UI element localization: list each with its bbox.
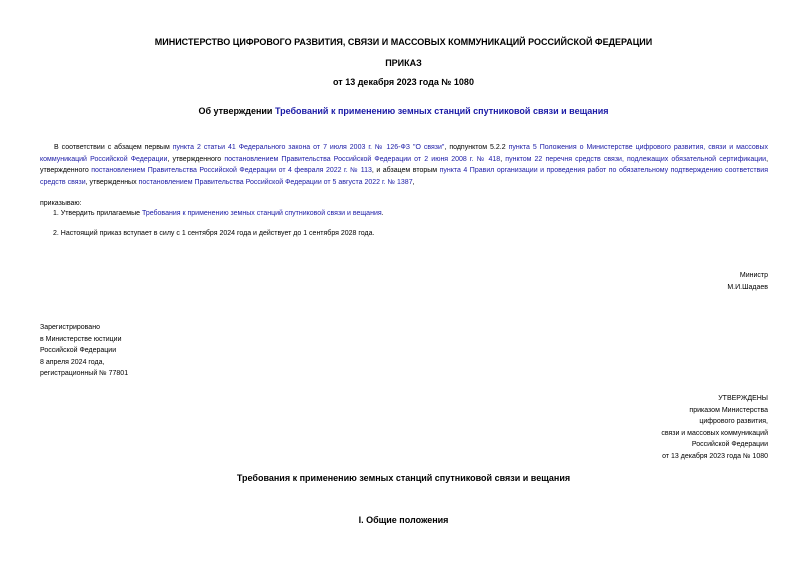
preamble-link[interactable]: пунктом 22 перечня средств связи, подлежащих обязательной сертификации [505,155,767,163]
order-item-1 [53,208,384,220]
preamble-paragraph [40,142,768,188]
registration-line: регистрационный № 77801 [40,370,129,377]
requirements-title: Требования к применению земных станций спутниковой связи и вещания [236,473,571,483]
approval-line: от 13 декабря 2023 года № 1080 [662,452,768,460]
signature-block [727,270,768,293]
preamble-link[interactable]: пункта 5 Положения о Министерстве цифрового развития, связи и массовых коммуникаций Российской Федерации [40,144,769,163]
preamble-text: , подпунктом 5.2.2 [444,144,509,151]
ministry-heading: МИНИСТЕРСТВО ЦИФРОВОГО РАЗВИТИЯ, СВЯЗИ И МАССОВЫХ КОММУНИКАЦИЙ РОССИЙСКОЙ ФЕДЕРАЦИИ [154,37,653,47]
registration-line: в Министерстве юстиции [40,335,122,343]
order-intro: приказываю: [40,200,82,207]
registration-line: Российской Федерации [40,347,117,354]
requirements-link[interactable]: Требований к применению земных станций спутниковой связи и вещания [274,106,609,116]
order-item-1-suffix: . [381,210,384,217]
signature-name: М.И.Шадаев [727,283,768,291]
registration-block [40,322,128,380]
order-item-2: 2. Настоящий приказ вступает в силу с 1 сентября 2024 года и действует до 1 сентября 2028 года. [53,230,375,237]
approval-line: приказом Министерства [689,406,768,414]
preamble-text: , утвержденного [167,155,225,163]
preamble-text: , и абзацем вторым [371,167,440,174]
preamble-link[interactable]: пункта 2 статьи 41 Федерального закона от 7 июля 2003 г. № 126-ФЗ "О связи" [172,144,445,151]
preamble-text: В соответствии с абзацем первым [54,144,173,151]
registration-line: Зарегистрировано [40,324,100,331]
approval-line: связи и массовых коммуникаций [661,429,768,437]
order-subject [0,106,807,116]
approval-line: цифрового развития, [699,418,768,425]
order-date-number: от 13 декабря 2023 года № 1080 [333,77,474,87]
signature-position: Министр [739,272,768,279]
preamble-link[interactable]: постановлением Правительства Российской Федерации от 2 июня 2008 г. № 418 [224,155,501,163]
preamble-link[interactable]: постановлением Правительства Российской Федерации от 4 февраля 2022 г. № 113 [91,167,372,174]
preamble-link[interactable]: пункта 4 Правил организации и проведения работ по обязательному подтверждению соответствия средств связи [40,167,769,186]
registration-line: 8 апреля 2024 года, [40,358,105,366]
preamble-link[interactable]: постановлением Правительства Российской Федерации от 5 августа 2022 г. № 1387 [138,178,413,186]
preamble-text: , [500,155,506,163]
approval-block [661,393,768,462]
preamble-text: , [412,178,415,186]
section-heading: I. Общие положения [358,515,449,525]
doc-type: ПРИКАЗ [385,58,422,68]
approval-line: Российской Федерации [691,441,768,448]
order-item-1-text: 1. Утвердить прилагаемые [53,210,142,217]
order-subject-prefix: Об утверждении [198,106,275,116]
preamble-text: , утвержденного [40,155,769,174]
preamble-text: , утвержденных [85,178,139,186]
approval-line: УТВЕРЖДЕНЫ [718,395,768,402]
order-item-1-link[interactable]: Требования к применению земных станций спутниковой связи и вещания [141,210,382,217]
